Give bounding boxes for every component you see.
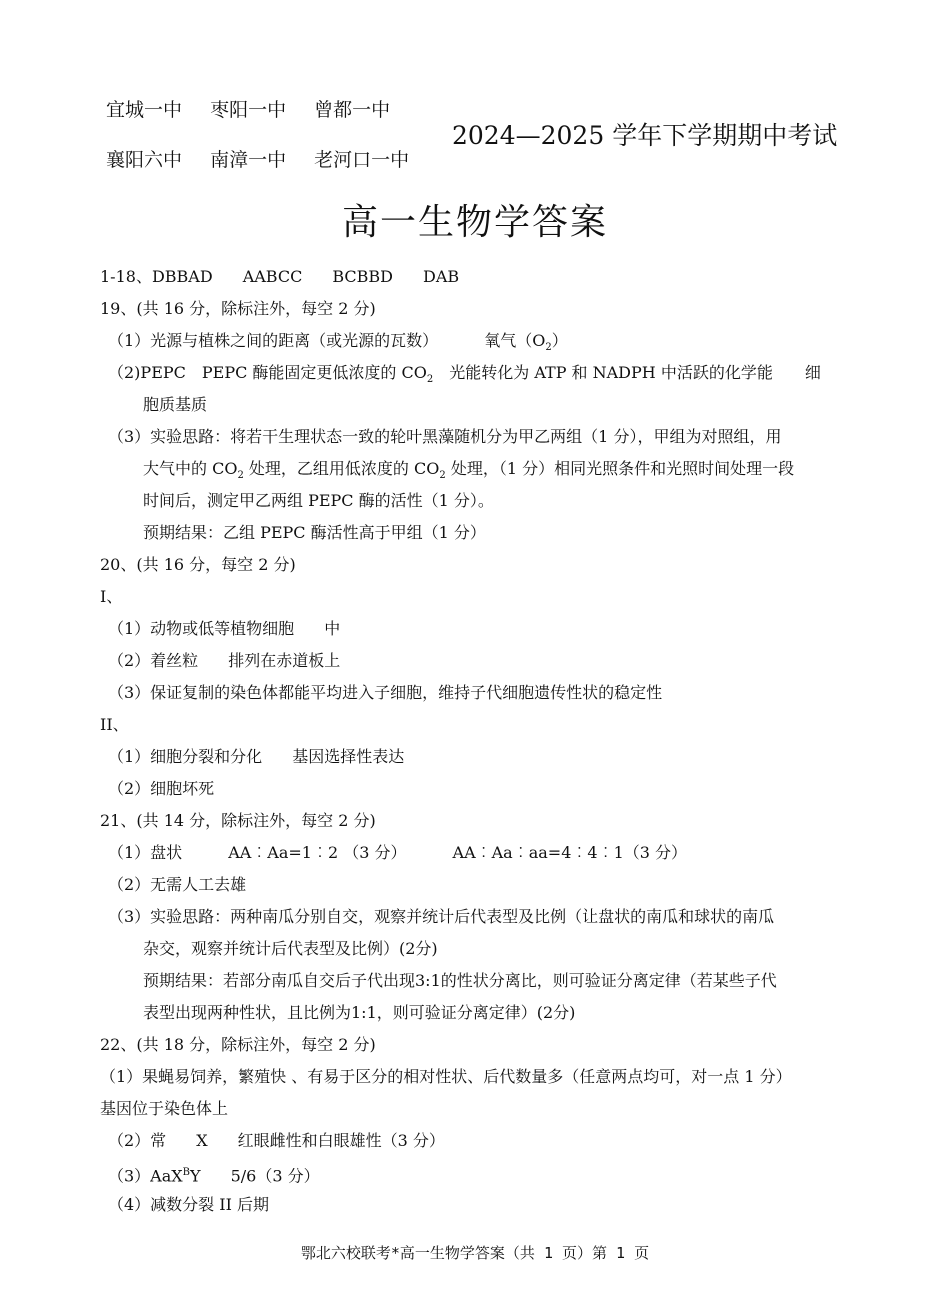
school-row-1	[106, 96, 431, 146]
school-name: 宜城一中	[106, 99, 183, 121]
answer-text: （3）AaX	[108, 1166, 183, 1186]
q21-part-2: （2）无需人工去雄	[108, 875, 247, 894]
q21-expected-result-cont: 表型出现两种性状，且比例为1:1，则可验证分离定律）(2分)	[143, 1003, 576, 1022]
q19-part-3-cont	[100, 456, 860, 488]
q20-section-1: I、	[100, 587, 123, 606]
answer-text: X	[196, 1131, 208, 1150]
answer-text: （2）着丝粒	[108, 651, 199, 670]
mc-group: AABCC	[242, 267, 303, 286]
answer-text: （1）盘状	[108, 843, 183, 862]
q21-header: 21、(共 14 分，除标注外，每空 2 分)	[100, 811, 376, 830]
answer-text: 排列在赤道板上	[228, 651, 341, 670]
answer-text: （1）光源与植株之间的距离（或光源的瓦数）	[108, 331, 439, 350]
mc-group: DBBAD	[151, 267, 213, 286]
answer-text: 光能转化为 ATP 和 NADPH 中活跃的化学能 细	[433, 363, 821, 382]
q19-part-3-cont: 时间后，测定甲乙两组 PEPC 酶的活性（1 分）。	[143, 491, 494, 510]
q19-part-1	[100, 328, 860, 360]
subscript: 2	[237, 470, 244, 482]
q20-s1-part-1	[100, 616, 860, 648]
q20-s1-part-2	[100, 648, 860, 680]
school-name: 曾都一中	[314, 99, 391, 121]
q22-part-3	[100, 1160, 860, 1192]
q19-expected-result: 预期结果：乙组 PEPC 酶活性高于甲组（1 分）	[143, 523, 486, 542]
q21-part-3-cont: 杂交，观察并统计后代表型及比例）(2分)	[143, 939, 438, 958]
exam-title: 2024—2025 学年下学期期中考试	[452, 121, 838, 150]
q19-part-2	[100, 360, 860, 392]
q20-header: 20、(共 16 分，每空 2 分)	[100, 555, 296, 574]
answer-text: （2）常	[108, 1131, 167, 1150]
answer-text: ）	[551, 331, 568, 350]
q20-s1-part-3: （3）保证复制的染色体都能平均进入子细胞，维持子代细胞遗传性状的稳定性	[108, 683, 663, 702]
mc-answers	[100, 264, 860, 296]
answer-text: 大气中的 CO	[143, 459, 238, 478]
answer-text: （1）动物或低等植物细胞	[108, 619, 295, 638]
q22-header: 22、(共 18 分，除标注外，每空 2 分)	[100, 1035, 376, 1054]
q22-part-1-cont: 基因位于染色体上	[100, 1099, 229, 1118]
answer-text: Y	[190, 1166, 201, 1186]
subscript: 2	[439, 470, 446, 482]
answer-text: 5/6（3 分）	[230, 1166, 320, 1186]
answer-text: 氧气（O	[484, 331, 546, 350]
page-footer: 鄂北六校联考*高一生物学答案（共 1 页）第 1 页	[300, 1244, 650, 1262]
school-name: 襄阳六中	[106, 149, 183, 171]
q19-part-3: （3）实验思路：将若干生理状态一致的轮叶黑藻随机分为甲乙两组（1 分），甲组为对照组，用	[108, 427, 782, 446]
q22-part-1: （1）果蝇易饲养，繁殖快 、有易于区分的相对性状、后代数量多（任意两点均可，对一点 1 分）	[100, 1067, 792, 1086]
q21-expected-result: 预期结果：若部分南瓜自交后子代出现3:1的性状分离比，则可验证分离定律（若某些子代	[143, 971, 777, 990]
school-row-2	[106, 146, 431, 196]
answer-body	[100, 264, 860, 1224]
mc-group: DAB	[422, 267, 460, 286]
answer-text: （1）细胞分裂和分化	[108, 747, 263, 766]
answer-text: 红眼雌性和白眼雄性（3 分）	[237, 1131, 445, 1150]
answer-text: AA︰Aa=1︰2 （3 分）	[228, 843, 407, 862]
mc-label: 1-18、	[100, 267, 152, 286]
subscript: 2	[545, 342, 552, 354]
q20-s2-part-2: （2）细胞坏死	[108, 779, 215, 798]
mc-group: BCBBD	[332, 267, 393, 286]
q20-section-2: II、	[100, 715, 129, 734]
document-title: 高一生物学答案	[341, 202, 608, 243]
answer-text: （2)PEPC PEPC 酶能固定更低浓度的 CO	[108, 363, 427, 382]
school-list	[106, 96, 431, 196]
answer-text: 基因选择性表达	[292, 747, 405, 766]
q22-part-4: （4）减数分裂 II 后期	[108, 1195, 269, 1214]
q20-s2-part-1	[100, 744, 860, 776]
q21-part-3: （3）实验思路：两种南瓜分别自交，观察并统计后代表型及比例（让盘状的南瓜和球状的南瓜	[108, 907, 775, 926]
q21-part-1	[100, 840, 860, 872]
answer-text: AA︰Aa︰aa=4︰4︰1（3 分）	[452, 843, 688, 862]
answer-text: 处理，（1 分）相同光照条件和光照时间处理一段	[445, 459, 795, 478]
q22-part-2	[100, 1128, 860, 1160]
q19-header: 19、(共 16 分，除标注外，每空 2 分)	[100, 299, 376, 318]
school-name: 老河口一中	[314, 149, 410, 171]
answer-text: 处理，乙组用低浓度的 CO	[243, 459, 440, 478]
school-name: 枣阳一中	[210, 99, 287, 121]
superscript: B	[182, 1167, 191, 1178]
school-name: 南漳一中	[210, 149, 287, 171]
subscript: 2	[426, 374, 434, 386]
answer-text: 中	[324, 619, 341, 638]
q19-part-2-cont: 胞质基质	[143, 395, 208, 414]
